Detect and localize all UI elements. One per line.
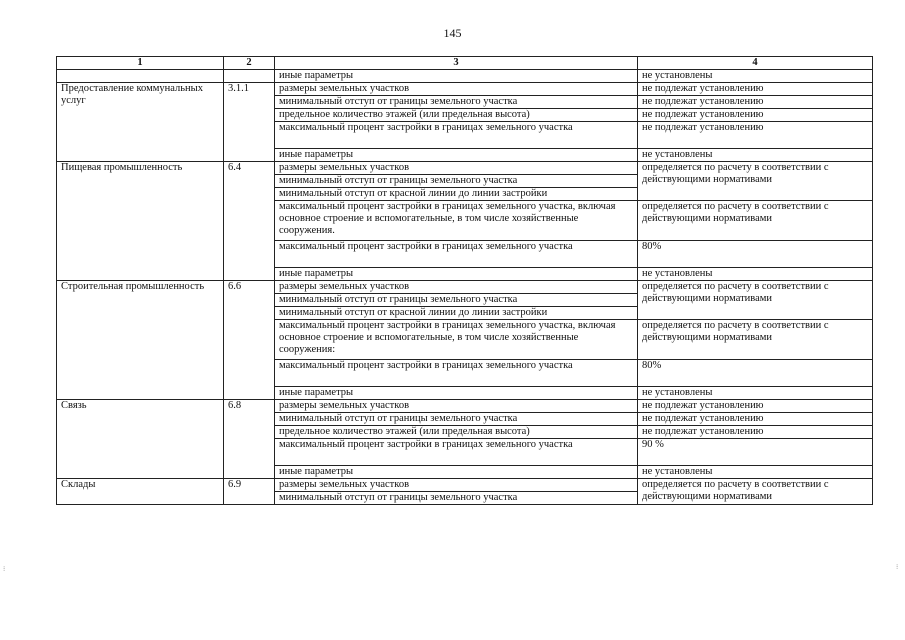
value-cell: определяется по расчету в соответствии с действующими нормативами [638,201,873,241]
parameter-cell: максимальный процент застройки в границах земельного участка [275,122,638,149]
code-cell: 6.8 [224,400,275,479]
value-cell: не подлежат установлению [638,96,873,109]
value-cell: не подлежат установлению [638,83,873,96]
page-number: 145 [443,26,462,40]
code-cell [224,70,275,83]
table-row [57,281,873,294]
value-cell: 80% [638,241,873,268]
parameter-cell: минимальный отступ от границы земельного участка [275,492,638,505]
value-cell: не установлены [638,268,873,281]
code-cell: 3.1.1 [224,83,275,162]
value-cell: не подлежат установлению [638,426,873,439]
table-row [57,83,873,96]
code-cell: 6.9 [224,479,275,505]
parameter-cell: минимальный отступ от границы земельного участка [275,96,638,109]
column-header: 1 [57,57,224,70]
category-cell: Склады [57,479,224,505]
regulations-table [56,56,873,505]
parameter-cell: размеры земельных участков [275,479,638,492]
parameter-cell: иные параметры [275,149,638,162]
parameter-cell: иные параметры [275,268,638,281]
column-header: 2 [224,57,275,70]
parameter-cell: максимальный процент застройки в границах земельного участка [275,241,638,268]
parameter-cell: минимальный отступ от красной линии до линии застройки [275,307,638,320]
value-cell: не установлены [638,149,873,162]
parameter-cell: размеры земельных участков [275,162,638,175]
value-cell: определяется по расчету в соответствии с действующими нормативами [638,281,873,320]
parameter-cell: максимальный процент застройки в границах земельного участка [275,439,638,466]
parameter-cell: размеры земельных участков [275,83,638,96]
category-cell [57,70,224,83]
value-cell: не подлежат установлению [638,122,873,149]
scan-edge-mark-left: ⁝ [3,565,6,573]
category-cell: Связь [57,400,224,479]
code-cell: 6.4 [224,162,275,281]
parameter-cell: предельное количество этажей (или предельная высота) [275,109,638,122]
code-cell: 6.6 [224,281,275,400]
value-cell: определяется по расчету в соответствии с действующими нормативами [638,479,873,505]
category-cell: Пищевая промышленность [57,162,224,281]
parameter-cell: минимальный отступ от красной линии до линии застройки [275,188,638,201]
category-cell: Строительная промышленность [57,281,224,400]
value-cell: не подлежат установлению [638,400,873,413]
value-cell: не установлены [638,466,873,479]
value-cell: 90 % [638,439,873,466]
value-cell: не подлежат установлению [638,109,873,122]
header-row [57,57,873,70]
value-cell: не установлены [638,70,873,83]
value-cell: не установлены [638,387,873,400]
parameter-cell: иные параметры [275,70,638,83]
parameter-cell: максимальный процент застройки в границах земельного участка, включая основное строение и вспомогательные, в том числе хозяйственные сооружения. [275,201,638,241]
table-body [57,70,873,505]
parameter-cell: размеры земельных участков [275,281,638,294]
parameter-cell: минимальный отступ от границы земельного участка [275,413,638,426]
parameter-cell: максимальный процент застройки в границах земельного участка [275,360,638,387]
table-row [57,162,873,175]
parameter-cell: размеры земельных участков [275,400,638,413]
category-cell: Предоставление коммунальных услуг [57,83,224,162]
parameter-cell: минимальный отступ от границы земельного участка [275,175,638,188]
value-cell: не подлежат установлению [638,413,873,426]
value-cell: определяется по расчету в соответствии с действующими нормативами [638,320,873,360]
value-cell: 80% [638,360,873,387]
table-row [57,400,873,413]
parameter-cell: минимальный отступ от границы земельного участка [275,294,638,307]
table-row [57,70,873,83]
scan-edge-mark-right: ⁝ [896,563,899,571]
column-header: 4 [638,57,873,70]
table-row [57,479,873,492]
parameter-cell: иные параметры [275,466,638,479]
parameter-cell: предельное количество этажей (или предельная высота) [275,426,638,439]
value-cell: определяется по расчету в соответствии с действующими нормативами [638,162,873,201]
parameter-cell: иные параметры [275,387,638,400]
parameter-cell: максимальный процент застройки в границах земельного участка, включая основное строение и вспомогательные, в том числе хозяйственные сооружения: [275,320,638,360]
column-header: 3 [275,57,638,70]
